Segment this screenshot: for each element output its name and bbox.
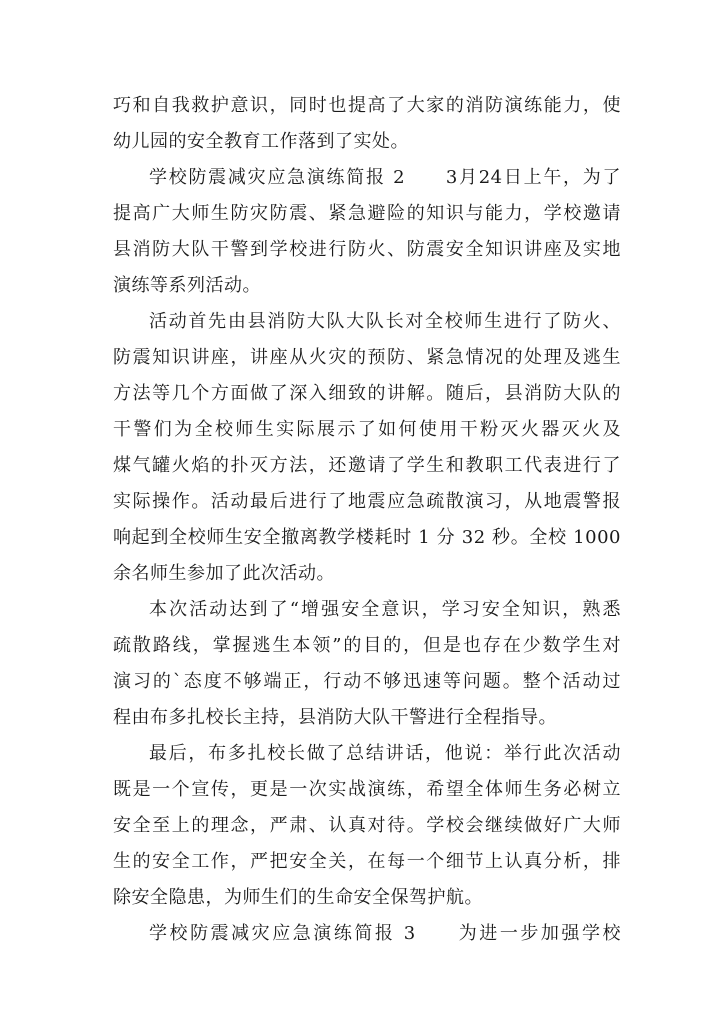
text-line: 演习的`态度不够端正，行动不够迅速等问题。整个活动过 — [113, 671, 621, 692]
text-line: 既是一个宣传，更是一次实战演练，希望全体师生务必树立 — [113, 779, 621, 800]
text-line: 程由布多扎校长主持，县消防大队干警进行全程指导。 — [113, 707, 557, 728]
text-line: 余名师生参加了此次活动。 — [113, 563, 335, 584]
text-line: 响起到全校师生安全撤离教学楼耗时 1 分 32 秒。全校 1000 — [113, 527, 621, 548]
text-line: 提高广大师生防灾防震、紧急避险的知识与能力，学校邀请 — [113, 203, 621, 224]
text-line: 生的安全工作，严把安全关，在每一个细节上认真分析，排 — [113, 851, 621, 872]
text-line: 学校防震减灾应急演练简报 3 为进一步加强学校 — [149, 923, 621, 944]
text-line: 县消防大队干警到学校进行防火、防震安全知识讲座及实地 — [113, 239, 621, 260]
text-line: 活动首先由县消防大队大队长对全校师生进行了防火、 — [149, 311, 621, 332]
text-line: 煤气罐火焰的扑灭方法，还邀请了学生和教职工代表进行了 — [113, 455, 621, 476]
text-line: 防震知识讲座，讲座从火灾的预防、紧急情况的处理及逃生 — [113, 347, 621, 368]
document-body — [113, 88, 621, 952]
text-line: 学校防震减灾应急演练简报 2 3月24日上午，为了 — [149, 167, 621, 188]
text-line: 方法等几个方面做了深入细致的讲解。随后，县消防大队的 — [113, 383, 621, 404]
text-line: 安全至上的理念，严肃、认真对待。学校会继续做好广大师 — [113, 815, 621, 836]
text-line: 干警们为全校师生实际展示了如何使用干粉灭火器灭火及 — [113, 419, 621, 440]
text-line: 疏散路线，掌握逃生本领”的目的，但是也存在少数学生对 — [113, 635, 621, 656]
text-line: 最后，布多扎校长做了总结讲话，他说：举行此次活动 — [149, 743, 621, 764]
text-line: 演练等系列活动。 — [113, 275, 261, 296]
text-line: 除安全隐患，为师生们的生命安全保驾护航。 — [113, 887, 483, 908]
text-line: 巧和自我救护意识，同时也提高了大家的消防演练能力，使 — [113, 95, 621, 116]
text-line: 幼儿园的安全教育工作落到了实处。 — [113, 131, 409, 152]
text-line: 实际操作。活动最后进行了地震应急疏散演习，从地震警报 — [113, 491, 621, 512]
text-line: 本次活动达到了“增强安全意识，学习安全知识，熟悉 — [149, 599, 621, 620]
